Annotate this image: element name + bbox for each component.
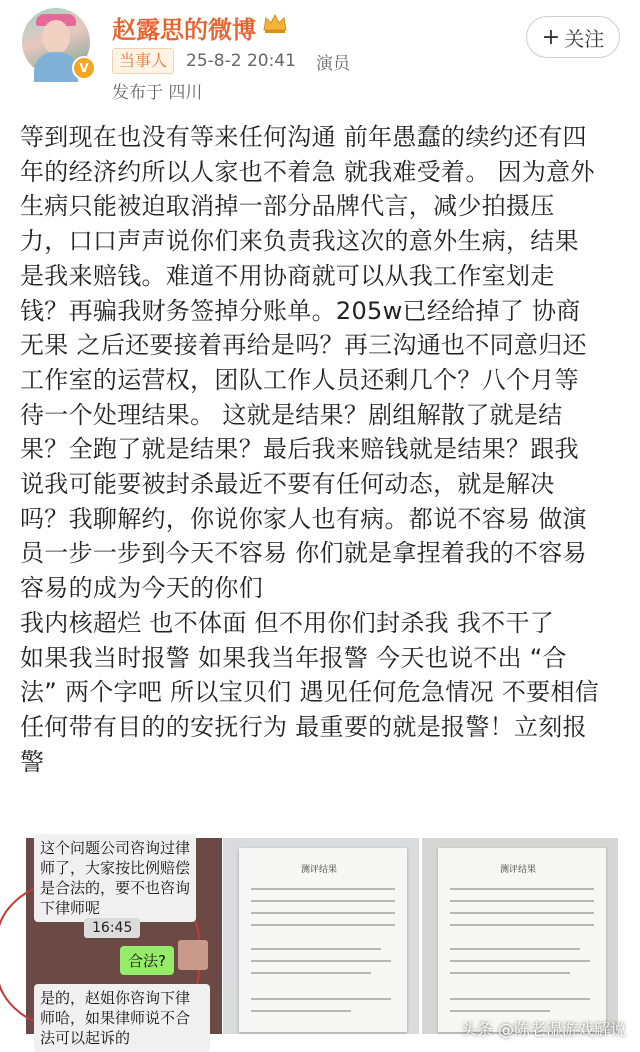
chat-message-3: 是的，赵姐你咨询下律师哈，如果律师说不合法可以起诉的 bbox=[34, 984, 210, 1052]
role-tag: 当事人 bbox=[112, 48, 174, 74]
follow-label: 关注 bbox=[564, 26, 605, 51]
chat-message-2: 合法? bbox=[120, 946, 174, 975]
user-role: 演员 bbox=[315, 53, 350, 74]
document-title: 测评结果 bbox=[301, 865, 338, 875]
follow-button[interactable] bbox=[526, 16, 620, 58]
chat-screenshot-image[interactable] bbox=[26, 838, 222, 1047]
document-image-1[interactable] bbox=[223, 838, 419, 1034]
chat-message-1: 这个问题公司咨询过律师了，大家按比例赔偿是合法的，要不也咨询下律师呢 bbox=[34, 834, 196, 922]
post-header bbox=[0, 0, 640, 110]
post-text: 等到现在也没有等来任何沟通 前年愚蠢的续约还有四 年的经济约所以人家也不着急 就我难受着。 因为意外 生病只能被迫取消掉一部分品牌代言，减少拍摄压 力，口口声声说你们来负责我这次的意外生病，结果 是我来赔钱。难道不用协商就可以从我工作室划走 钱？再骗我财务签掉分账单。205w已经给掉了 协商 无果 之后还要接着再给是吗？再三沟通也不同意归还 工作室的运营权，团队工作人员还剩几个？八个月等 待一个处理结果。 这就是结果？剧组解散了就是结 果？全跑了就是结果？最后我来赔钱就是结果？跟我 说我可能要被封杀最近不要有任何动态，就是解决 吗？我聊解约，你说你家人也有病。都说不容易 做演 员一步一步到今天不容易 你们就是拿捏着我的不容易 容易的成为今天的你们 我内核超烂 也不体面 但不用你们封杀我 我不干了 如果我当时报警 如果我当年报警 今天也说不出 “合 法” 两个字吧 所以宝贝们 遇见任何危急情况 不要相信 任何带有目的的安抚行为 最重要的就是报警！立刻报 警 bbox=[20, 123, 600, 776]
avatar-face bbox=[42, 20, 70, 54]
chat-avatar bbox=[178, 940, 208, 970]
verified-icon: V bbox=[72, 56, 96, 80]
document-image-2[interactable] bbox=[422, 838, 618, 1034]
document-page bbox=[438, 848, 606, 1032]
crown-icon bbox=[262, 12, 288, 34]
chat-time: 16:45 bbox=[84, 918, 140, 938]
image-grid bbox=[26, 838, 618, 1047]
watermark: 头条 @陈老湿游戏解说 bbox=[460, 1020, 626, 1039]
user-name[interactable]: 赵露思的微博 bbox=[112, 16, 256, 44]
document-page bbox=[239, 848, 407, 1032]
post-datetime: 25-8-2 20:41 bbox=[186, 51, 296, 71]
document-title: 测评结果 bbox=[500, 865, 537, 875]
plus-icon: + bbox=[541, 24, 561, 50]
post-location: 发布于 四川 bbox=[112, 83, 203, 103]
meta-row bbox=[112, 48, 350, 74]
